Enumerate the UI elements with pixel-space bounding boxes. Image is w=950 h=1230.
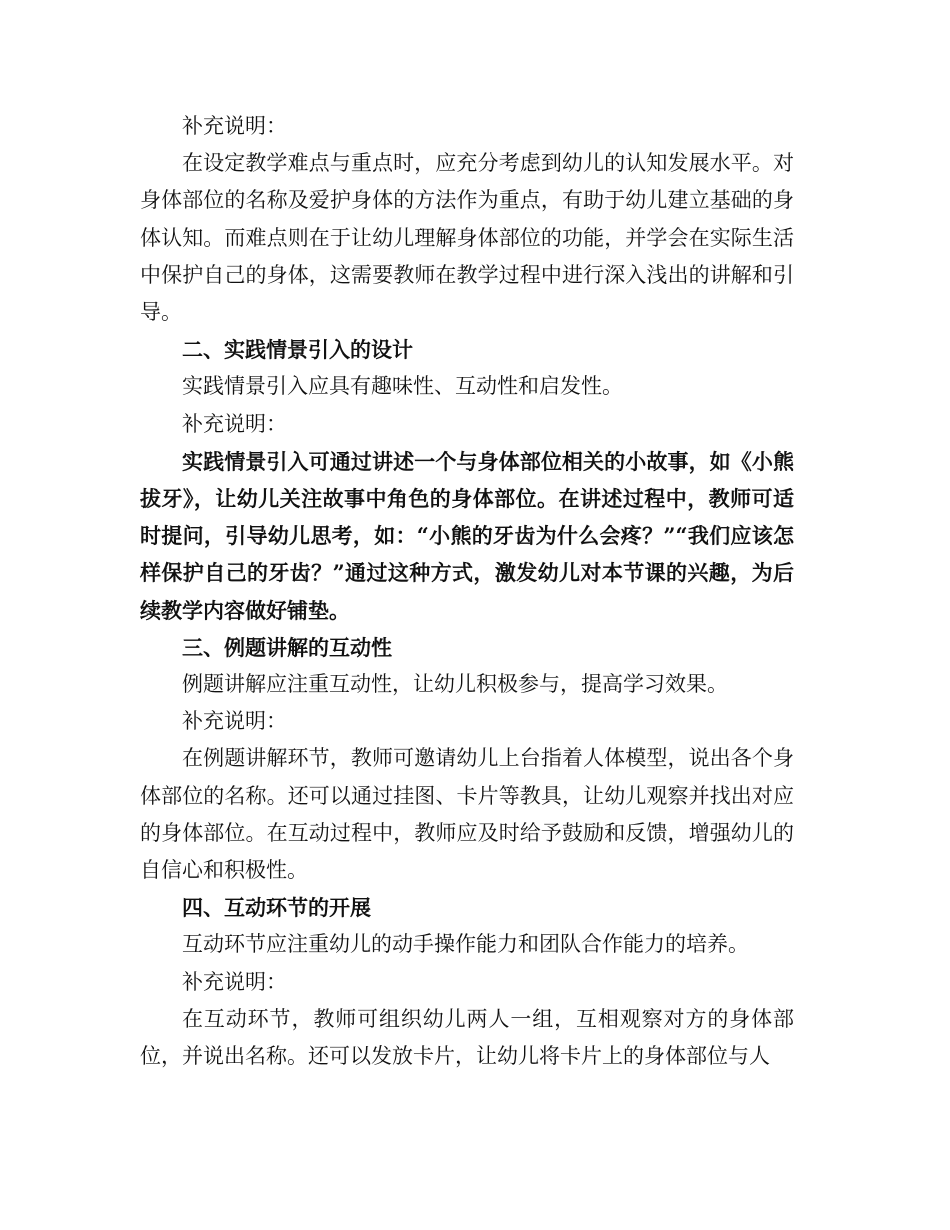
document-body (140, 108, 794, 1075)
paragraph-supplement-note-3: 补充说明： (182, 709, 287, 734)
paragraph-interactive-session: 互动环节应注重幼儿的动手操作能力和团队合作能力的培养。 (182, 932, 749, 957)
paragraph-supplement-note-4: 补充说明： (182, 969, 287, 994)
paragraph-supplement-note-2: 补充说明： (182, 411, 287, 436)
paragraph-supplement-note-1: 补充说明： (182, 114, 287, 138)
paragraph-difficulty-key-points: 在设定教学难点与重点时，应充分考虑到幼儿的认知发展水平。对身体部位的名称及爱护身体的方法作为重点，有助于幼儿建立基础的身体认知。而难点则在于让幼儿理解身体部位的功能，并学会在实际生活中保护自己的身体，这需要教师在教学过程中进行深入浅出的讲解和引导。 (140, 151, 794, 325)
paragraph-interactive-details: 在互动环节，教师可组织幼儿两人一组，互相观察对方的身体部位，并说出名称。还可以发放卡片，让幼儿将卡片上的身体部位与人 (140, 1006, 794, 1069)
paragraph-scenario-intro: 实践情景引入应具有趣味性、互动性和启发性。 (182, 374, 623, 399)
section-heading-4: 四、互动环节的开展 (182, 895, 371, 921)
section-heading-2: 二、实践情景引入的设计 (182, 337, 413, 363)
section-heading-3: 三、例题讲解的互动性 (182, 634, 392, 660)
paragraph-story-intro: 实践情景引入可通过讲述一个与身体部位相关的小故事，如《小熊拔牙》，让幼儿关注故事中角色的身体部位。在讲述过程中，教师可适时提问，引导幼儿思考，如：“小熊的牙齿为什么会疼？”“我们应该怎样保护自己的牙齿？”通过这种方式，激发幼儿对本节课的兴趣，为后续教学内容做好铺垫。 (140, 448, 794, 623)
paragraph-example-interaction: 例题讲解应注重互动性，让幼儿积极参与，提高学习效果。 (182, 672, 728, 697)
paragraph-example-details: 在例题讲解环节，教师可邀请幼儿上台指着人体模型，说出各个身体部位的名称。还可以通过挂图、卡片等教具，让幼儿观察并找出对应的身体部位。在互动过程中，教师应及时给予鼓励和反馈，增强幼儿的自信心和积极性。 (140, 746, 794, 883)
